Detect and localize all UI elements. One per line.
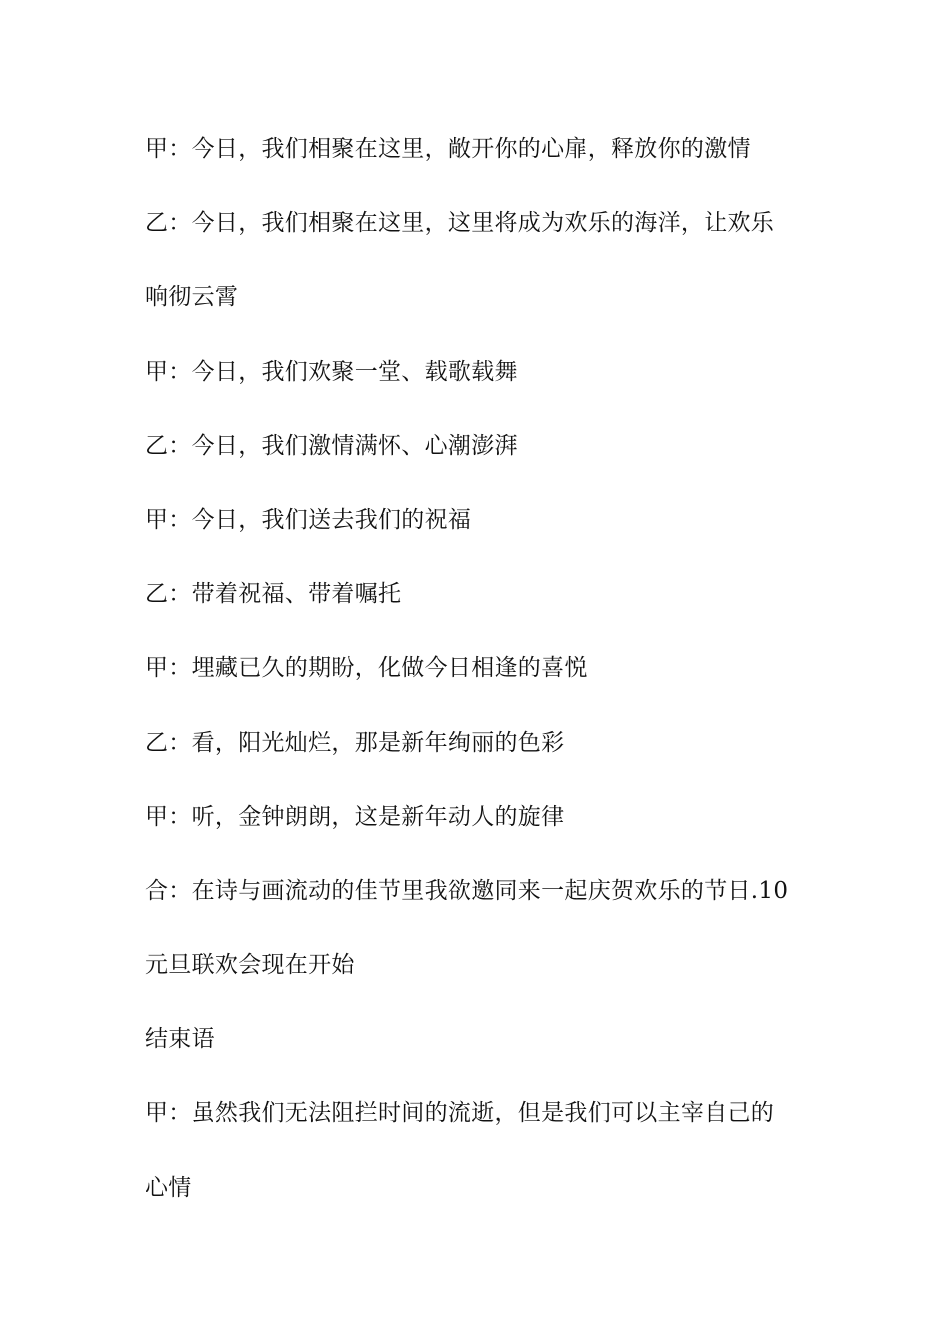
dialogue-line-jia-6-continued: 心情 [145,1174,192,1201]
dialogue-line-jia-3: 甲：今日，我们送去我们的祝福 [145,506,472,533]
dialogue-line-together-continued: 元旦联欢会现在开始 [145,952,355,979]
dialogue-line-yi-1: 乙：今日，我们相聚在这里，这里将成为欢乐的海洋，让欢乐 [145,210,775,237]
dialogue-line-yi-2: 乙：今日，我们激情满怀、心潮澎湃 [145,432,518,459]
dialogue-line-jia-2: 甲：今日，我们欢聚一堂、载歌载舞 [145,358,518,385]
dialogue-line-jia-1: 甲：今日，我们相聚在这里，敞开你的心扉，释放你的激情 [145,136,751,162]
section-heading-closing: 结束语 [145,1026,215,1053]
dialogue-line-yi-4: 乙：看，阳光灿烂，那是新年绚丽的色彩 [145,729,565,756]
dialogue-line-together: 合：在诗与画流动的佳节里我欲邀同来一起庆贺欢乐的节日.10 [145,877,789,904]
dialogue-line-jia-5: 甲：听，金钟朗朗，这是新年动人的旋律 [145,803,565,830]
document-body [145,131,825,1244]
dialogue-line-jia-6: 甲：虽然我们无法阻拦时间的流逝，但是我们可以主宰自己的 [145,1100,775,1127]
dialogue-line-yi-3: 乙：带着祝福、带着嘱托 [145,581,402,608]
dialogue-line-jia-4: 甲：埋藏已久的期盼，化做今日相逢的喜悦 [145,655,588,682]
dialogue-line-yi-1-continued: 响彻云霄 [145,284,239,311]
